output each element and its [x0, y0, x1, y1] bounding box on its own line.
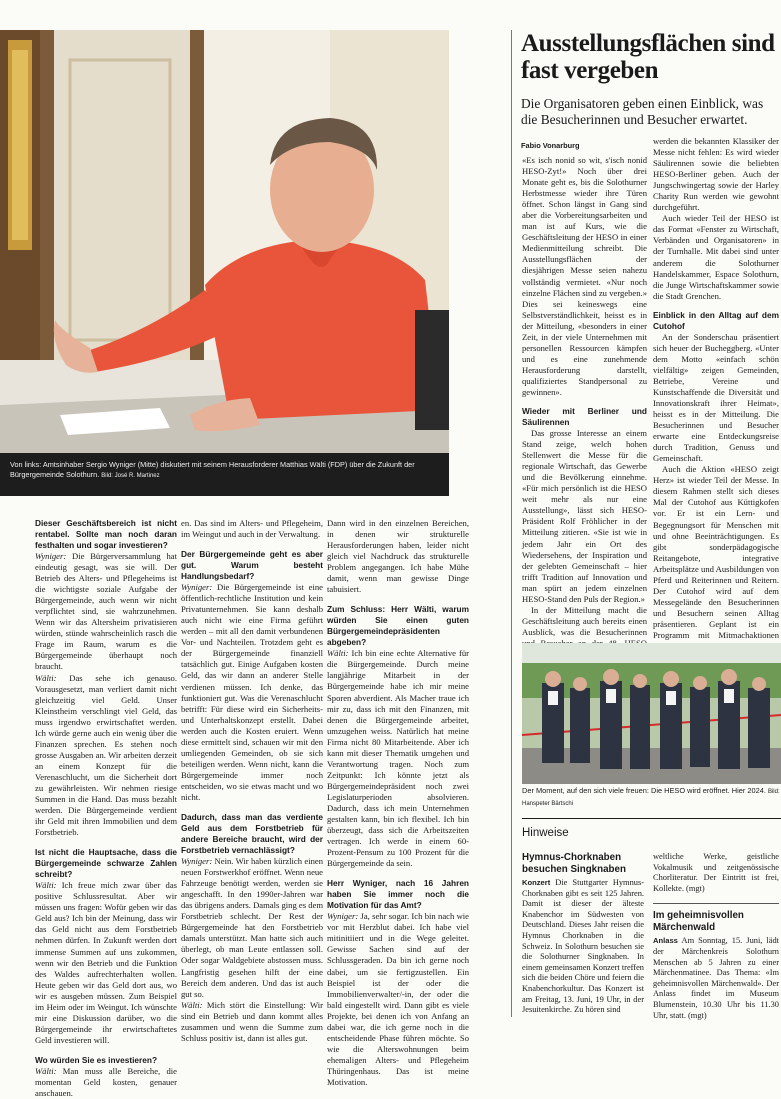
speaker-label: Wyniger: [327, 911, 359, 922]
paragraph: Dann wird in den einzelnen Bereichen, in denen wir strukturelle Herausforderungen haben, leider nicht gleich viel Nachdruck das strukturelle Problem angegangen. Ich habe Mühe damit, wenn man gewisse Dinge tabuisiert. [327, 518, 469, 595]
hinweis-title-2: Im geheimnisvollen Märchenwald [653, 910, 744, 933]
hinweise-item-1 [522, 852, 644, 1016]
paragraph: Auch wieder Teil der HESO ist das Format «Fenster zu Wirtschaft, Verbänden und Organisatoren» in der Turnhalle. Mit dabei sind unter anderem die Solothurner Handelskammer, Espace Solothurn, die Junge Wirtschaftskammer sowie die Stadt Grenchen. [653, 213, 779, 301]
interview-column-3 [327, 518, 469, 1087]
article-byline: Fabio Vonarburg [521, 141, 580, 150]
answer [327, 648, 469, 869]
answer-text: Das sehe ich genauso. Vorausgesetzt, man verliert damit nicht gleichzeitig viel Geld. Unser Kleinstheim verschlingt viel Geld, das muss irgendwo erwirtschaftet werden. Ich würde gerne auch ein wenig über die Finanzen sprechen. Es stehen noch grosse Ausgaben an. Wir arbeiten derzeit an einem Konzept für die Verenaschlucht, um die Sicherheit dort zu gewährleisten. Wir nehmen riesige Summen in die Hand. Das muss bezahlt werden. Die Bürgergemeinde verdient ihr Geld mit ihren Immobilien und dem Forstbetrieb. [35, 672, 177, 838]
paragraph: «Es isch nonid so wit, s'isch nonid HESO-Zyt!» Noch über drei Monate geht es, bis die Solothurner Herbstmesse wieder ihre Türen öffnet. Schon längst in Gang sind aber die Vorbereitungsarbeiten und man ist auf Kurs, wie die Geschäftsleitung der HESO in einer Medienmitteilung schreibt. Die Ausstellungsflächen der diesjährigen Messe seien nahezu vollständig vermietet. «Nur noch einzelne Flächen sind zu vergeben.» Dies sei keineswegs eine Selbstverständlichkeit, heisst es in der Mitteilung, «besonders in einer Zeit, in der viele Unternehmen mit personellen Ressourcen kämpfen und es eine zunehmende Herausforderung darstellt, qualifiziertes Standpersonal zu gewinnen». [522, 155, 647, 397]
question: Herr Wyniger, nach 16 Jahren haben Sie immer noch die Motivation für das Amt? [327, 878, 469, 911]
paragraph: In der Mitteilung macht die Geschäftsleitung auch bereits einen Ausblick, was die Besucherinnen [522, 604, 647, 637]
speaker-label: Wälti: [35, 672, 57, 683]
heso-photo-credit: Bild: Hanspeter Bärtschi [522, 789, 780, 807]
interview-photo [0, 30, 449, 453]
heso-photo-caption-text: Der Moment, auf den sich viele freuen: Die HESO wird eröffnet. Hier 2024. [522, 786, 766, 795]
subheading: Einblick in den Alltag auf dem Cutohof [653, 309, 779, 331]
interview-column-1 [35, 518, 177, 1099]
article-title: Ausstellungsflächen sind fast vergeben [521, 30, 775, 84]
photo-credit: Bild: José R. Martinez [101, 473, 160, 479]
paragraph: en. Das sind im Alters- und Pflegeheim, im Weingut und auch in der Verwaltung. [181, 518, 323, 540]
answer [181, 856, 323, 1000]
answer-text: Die Bürgerversammlung hat eindeutig gesagt, was sie will. Der Betrieb des Alters- und Pflegeheims ist die wichtigste soziale Aufgabe der Bürgergemeinde, auch wenn wir nicht verpflichtet sind, sie wahrzunehmen. Wenn wir das Altersheim privatisieren würden, stünde wahrscheinlich rasch die Frage im Raum, warum es die Bürgergemeinde überhaupt noch braucht. [35, 551, 177, 672]
photo-caption-text: Von links: Amtsinhaber Sergio Wyniger (Mitte) diskutiert mit seinem Herausforderer Matthias Wälti (FDP) über die Zukunft der Bürgergemeinde Solothurn. [10, 460, 415, 479]
speaker-label: Wyniger: [181, 582, 213, 593]
answer [35, 551, 177, 673]
speaker-label: Wyniger: [35, 551, 67, 561]
question: Ist nicht die Hauptsache, dass die Bürgergemeinde schwarze Zahlen schreibt? [35, 847, 177, 880]
answer-text: Die Bürgergemeinde ist eine öffentlich-rechtliche Institution und kein Privatunternehmen. Sie kann deshalb auch nicht wie eine Firma geführt werden – mit all den damit verbundenen Vor- und Nachteilen. Trotzdem geht es der Bürgergemeinde finanziell tatsächlich gut. Einige Aufgaben kosten Geld, das wir dann an anderer Stelle verdienen müssen. Ich denke, das funktioniert gut. Was die Verenaschlucht betrifft: Für diese wird ein Sicherheits- und Unterhaltskonzept erstellt. Dabei werden auch die Kosten eruiert. Wenn diese ermittelt sind, schauen wir mit den umliegenden Gemeinden, ob sie sich beteiligen werden. Wenn nicht, kann die Bürgergemeinde immer noch entscheiden, wo sie etwas macht und wo nicht. [181, 582, 323, 802]
answer [181, 582, 323, 803]
answer-text: Man muss alle Bereiche, die momentan Geld kosten, genauer anschauen. [35, 1065, 177, 1099]
answer [35, 1066, 177, 1099]
question: Dieser Geschäftsbereich ist nicht rentabel. Sollte man noch daran festhalten und sogar investieren? [35, 518, 177, 550]
article-column-2 [653, 136, 779, 640]
photo-caption [0, 453, 449, 496]
hinweis-title-1: Hymnus-Chorknaben besuchen Singknaben [522, 852, 626, 875]
column-divider [511, 30, 512, 1017]
interview-column-2 [181, 518, 324, 1043]
answer [35, 880, 177, 1046]
answer-text: Ich bin eine echte Alternative für die Bürgergemeinde. Durch meine langjährige Mitarbeit in der Bürgergemeinde habe ich mir meine Sporen abverdient. Als Macher traue ich mir zu, dass ich mit den Finanzen, mit denen die Bürgergemeinde arbeitet, umzugehen weiss. Natürlich hat meine Firma nicht 80 Mitarbeitende. Aber ich kann mit dieser Thematik umgehen und Verantwortung tragen. Noch zum Zeitpunkt: Ich könnte jetzt als Bürgergemeindepräsident noch zwei Legislaturperioden absolvieren. Dadurch, dass ich mein Unternehmen gestalten kann, bin ich flexibel. Ich bin überzeugt, dass sich die Arbeitszeiten vertragen. Ich werde in einem 60-Prozent-Pensum zu 100 Prozent für die Bürgergemeinde da sein. [327, 648, 469, 869]
answer [327, 911, 469, 1088]
paragraph: An der Sonderschau präsentiert sich heuer der Bucheggberg. «Unter dem Motto «einfach schön vielfältig» zeigen Gemeinden, Betriebe, Vereine und Kunstschaffende die Diversität und Innovationskraft ihrer Heimat», heisst es in der Mitteilung. Die Besucherinnen und Besucher erwarte eine Entdeckungsreise durch Tradition, Genuss und Gemeinschaft. [653, 331, 779, 464]
paragraph: Das grosse Interesse an einem Stand zeige, welch hohen Stellenwert die Messe für die regionale Wirtschaft, das Gewerbe und die Bevölkerung einnehme. «Für mich persönlich ist die HESO weit mehr als nur eine Ausstellung», lässt sich HESO-Präsident Rolf Fröhlicher in der Mitteilung zitieren. «Sie ist wie in jedem Jahr ein Ort des Wiedersehens, der Inspiration und der gelebten Gemeinschaft – hier trifft Tradition auf Innovation und man spürt an jedem einzelnen HESO-Stand den Puls der Region.» [522, 428, 647, 604]
hinweise-heading: Hinweise [522, 827, 569, 839]
hinweise-item-1-continued [653, 852, 779, 1021]
hinweise-box [522, 818, 781, 839]
heso-opening-photo [522, 643, 781, 784]
question: Der Bürgergemeinde geht es aber gut. Warum besteht Handlungsbedarf? [181, 549, 323, 582]
speaker-label: Wyniger: [181, 856, 213, 867]
hinweis-kicker-1: Konzert [522, 878, 551, 887]
heso-photo-caption [522, 786, 781, 809]
answer-text: Ich freue mich zwar über das positive Schlussresultat. Aber wir müssen uns fragen: Wofür geben wir das Geld aus? Ich bin der Meinung, dass wir das Geld nicht aus dem Forstbetrieb nehmen dürfen. In Zukunft werden dort immense Summen auf uns zukommen, wenn wir den Betrieb und die Funktion des Waldes aufrechterhalten wollen. Heute geben wir das Geld dort aus, wo wir es ausgeben müssen. Zum Beispiel im Heim oder im Weingut. Ich wünschte mir eine Diskussion darüber, wo die Bürgergemeinde ihr erwirtschaftetes Geld investieren will. [35, 880, 177, 1045]
paragraph: Auch die Aktion «HESO zeigt Herz» ist wieder Teil der Messe. In diesem Rahmen stellt sich dieses Mal der Cutohof aus Küttigkofen vor. Er ist ein Lern- und Begegnungsort für Menschen mit und ohne Beeinträchtigungen. Es gibt sonderpädagogische Reitangebote, integrative Arbeitsplätze und Ausbildungen von Pferd und Reiterinnen und Reitern. Der Cutohof wird auf dem Messegelände den Besucherinnen und Besuchern seinen Alltag präsentieren. Geplant ist ein Programm mit Mitmachaktionen [653, 464, 779, 640]
answer-text: Mich stört die Einstellung: Wir sind ein Betrieb und dann kommt alles zusammen und wenn die Summe zum Schluss positiv ist, dann ist alles gut. [181, 999, 323, 1043]
speaker-label: Wälti: [327, 648, 349, 659]
speaker-label: Wälti: [35, 1065, 57, 1076]
question: Zum Schluss: Herr Wälti, warum würden Sie einen guten Bürgergemeindepräsidenten abgeben? [327, 604, 469, 648]
question: Dadurch, dass man das verdiente Geld aus dem Forstbetrieb für andere Bereiche braucht, wird der Forstbetrieb vernachlässigt? [181, 812, 323, 856]
hinweis-body-1 [522, 878, 644, 1016]
hinweis-kicker-2: Anlass [653, 936, 678, 946]
hinweis-text-1: Die Stuttgarter Hymnus-Chorknaben gibt es seit 125 Jahren. Damit ist dieser der älteste Knabenchor im Südwesten von Deutschland. Dieses Jahr reisen die Hymnus Chorknaben in die Schweiz. In Solothurn besuchen sie die Solothurner Singknaben. In einem gemeinsamen Konzert treffen sich die beiden Chöre und feiern die Knabenchorkultur. Das Konzert ist am Freitag, 13. Juni, 19 Uhr, in der Jesuitenkirche. Zu hören sind [522, 878, 644, 1015]
hinweis-body-2 [653, 936, 779, 1021]
answer [181, 1000, 323, 1044]
question: Wo würden Sie es investieren? [35, 1054, 158, 1065]
speaker-label: Wälti: [181, 999, 203, 1010]
answer-text: Nein. Wir haben kürzlich einen neuen Forstwerkhof eröffnet. Wenn neue Fahrzeuge benötigt werden, werden sie angeschafft. In den 1990er-Jahren war das übrigens anders. Damals ging es dem Forstbetrieb schlecht. Der Rest der Bürgergemeinde hat den Forstbetrieb damals unterstützt. Man hatte sich auch überlegt, ob man Leute entlassen soll. Oder sogar Waldgebiete abstossen muss. Langfristig gesehen hilft der eine Bereich dem anderen. Und das ist auch gut so. [181, 856, 324, 999]
answer-text: Ja, sehr sogar. Ich bin nach wie vor mit Herzblut dabei. Ich habe viel mitinitiiert und in die Wege geleitet. Gewisse Sachen sind auf der Schlussgeraden. Da bin ich gerne noch dabei, um sie fertigzustellen. Ein Beispiel ist der oder die Immobilienverwalter/-in, der oder die bald eingestellt wird. Dann gibt es viele Projekte, bei denen ich von Anfang an dabei war, die ich gerne noch in die entscheidende Phase führen möchte. So wie die Alterswohnungen beim ehemaligen Alters- und Pflegeheim Thüringenhaus. Das ist meine Motivation. [327, 911, 469, 1087]
article-column-1 [522, 155, 647, 637]
hinweis-text-2: Am Sonntag, 15. Juni, lädt der Märchenkreis Solothurn Menschen ab 5 Jahren zu einer Märchenmatinee. Das Thema: «Im geheimnisvollen Märchenwald». Der Anlass findet im Museum Blumenstein, 10.30 Uhr bis 11.30 Uhr, statt. (mgt) [653, 936, 779, 1020]
article-dek: Die Organisatoren geben einen Einblick, was die Besucherinnen und Besucher erwartet. [521, 96, 764, 127]
paragraph: werden die bekannten Klassiker der Messe nicht fehlen: Es wird wieder Säulirennen sowie die beliebten HESO-Berliner geben. Auch der Jungschwingertag sowie der Harley Charity Run werden wie gewohnt durchgeführt. [653, 136, 779, 213]
answer [35, 673, 177, 839]
speaker-label: Wälti: [35, 880, 57, 891]
subheading: Wieder mit Berliner und Säulirennen [522, 406, 647, 428]
hinweis-cont-1: weltliche Werke, geistliche Vokalmusik und zeitgenössische Chorliteratur. Der Eintritt ist frei, Kollekte. (mgt) [653, 852, 779, 893]
